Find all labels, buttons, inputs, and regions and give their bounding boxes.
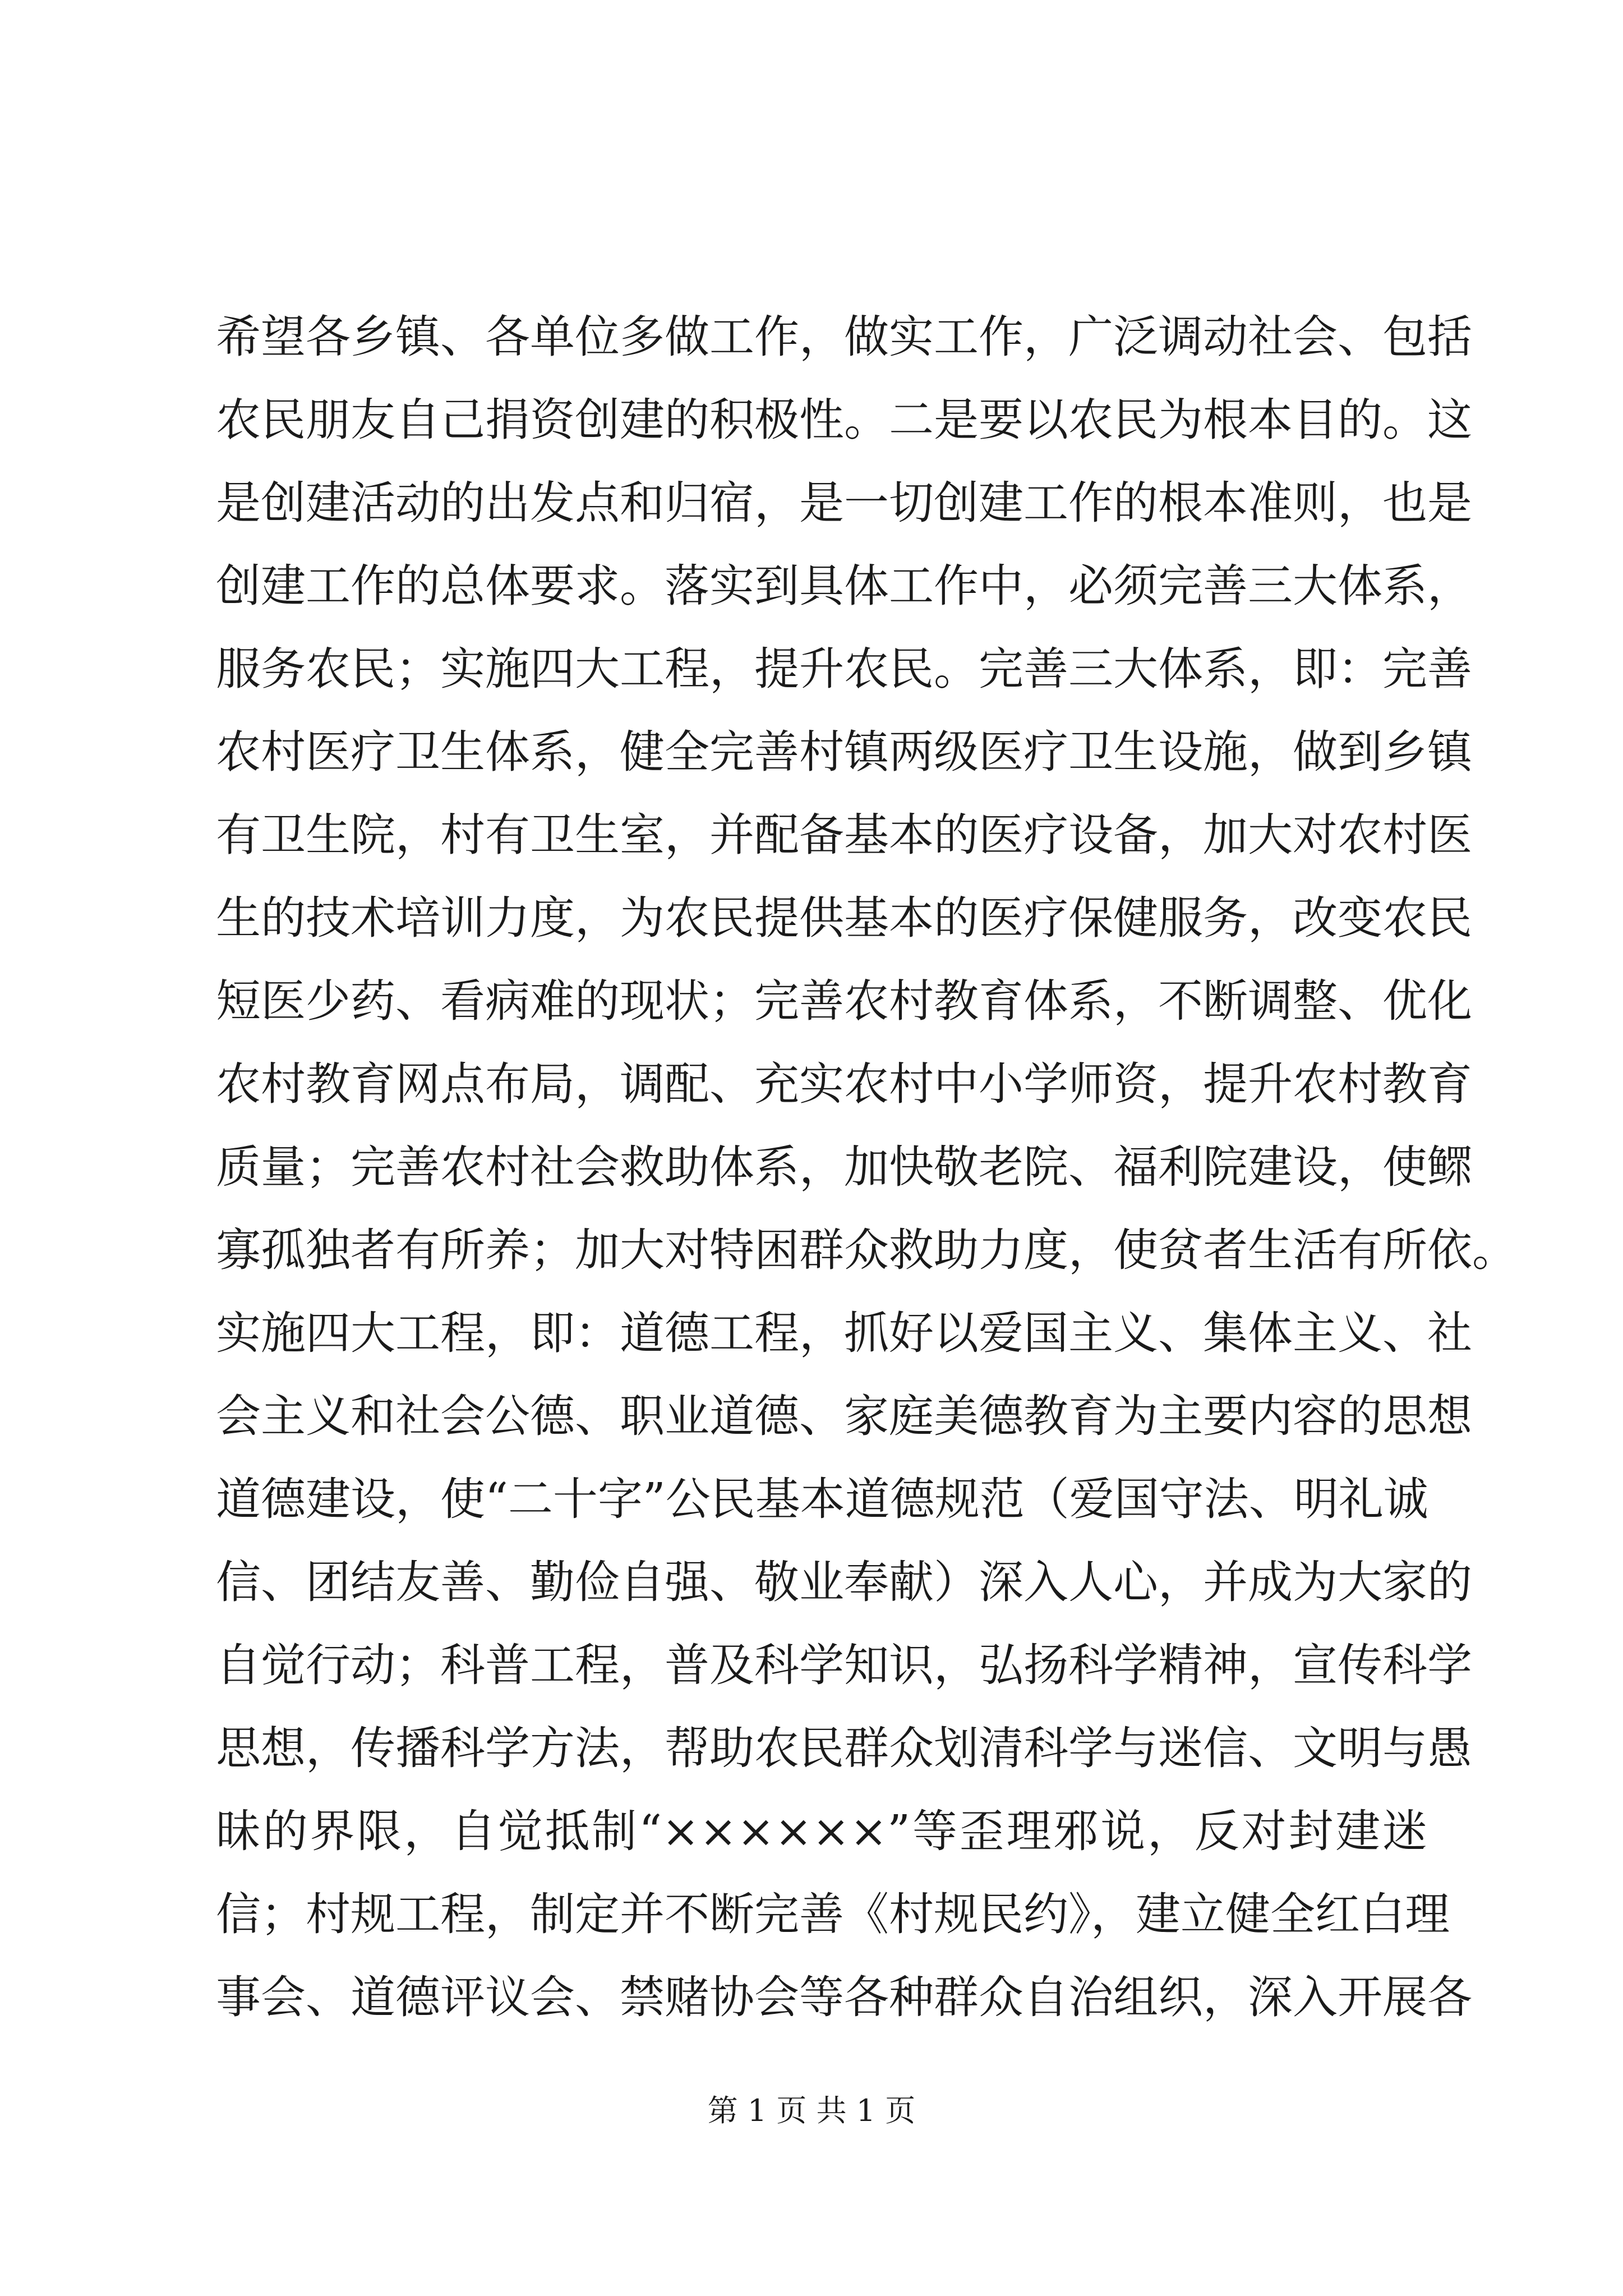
text-line: 质量；完善农村社会救助体系，加快敬老院、福利院建设，使鳏 <box>216 1141 1472 1193</box>
text-line: 思想，传播科学方法，帮助农民群众划清科学与迷信、文明与愚 <box>216 1722 1472 1774</box>
text-line: 自觉行动；科普工程，普及科学知识，弘扬科学精神，宣传科学 <box>216 1639 1472 1691</box>
page-number-footer: 第 1 页 共 1 页 <box>707 2093 916 2128</box>
text-line: 创建工作的总体要求。落实到具体工作中，必须完善三大体系， <box>216 560 1472 612</box>
text-line: 会主义和社会公德、职业道德、家庭美德教育为主要内容的思想 <box>216 1390 1472 1442</box>
text-line: 生的技术培训力度，为农民提供基本的医疗保健服务，改变农民 <box>216 892 1472 944</box>
text-line: 希望各乡镇、各单位多做工作，做实工作，广泛调动社会、包括 <box>216 311 1472 363</box>
text-line: 昧的界限，自觉抵制“××××××”等歪理邪说，反对封建迷 <box>216 1805 1427 1857</box>
text-line: 事会、道德评议会、禁赌协会等各种群众自治组织，深入开展各 <box>216 1971 1472 2023</box>
text-line: 有卫生院，村有卫生室，并配备基本的医疗设备，加大对农村医 <box>216 809 1472 861</box>
text-line: 农村教育网点布局，调配、充实农村中小学师资，提升农村教育 <box>216 1058 1472 1110</box>
text-line: 农民朋友自己捐资创建的积极性。二是要以农民为根本目的。这 <box>216 394 1472 446</box>
text-line: 农村医疗卫生体系，健全完善村镇两级医疗卫生设施，做到乡镇 <box>216 726 1472 778</box>
text-line: 信、团结友善、勤俭自强、敬业奉献）深入人心，并成为大家的 <box>216 1556 1472 1608</box>
text-line: 信；村规工程，制定并不断完善《村规民约》，建立健全红白理 <box>216 1888 1450 1940</box>
text-line: 是创建活动的出发点和归宿，是一切创建工作的根本准则，也是 <box>216 477 1472 529</box>
text-line: 寡孤独者有所养；加大对特困群众救助力度，使贫者生活有所依。 <box>216 1224 1517 1276</box>
text-line: 实施四大工程，即：道德工程，抓好以爱国主义、集体主义、社 <box>216 1307 1472 1359</box>
text-line: 服务农民；实施四大工程，提升农民。完善三大体系，即：完善 <box>216 643 1472 695</box>
body-text <box>216 296 1517 2039</box>
text-line: 道德建设，使“二十字”公民基本道德规范（爱国守法、明礼诚 <box>216 1473 1428 1525</box>
text-line: 短医少药、看病难的现状；完善农村教育体系，不断调整、优化 <box>216 975 1472 1027</box>
